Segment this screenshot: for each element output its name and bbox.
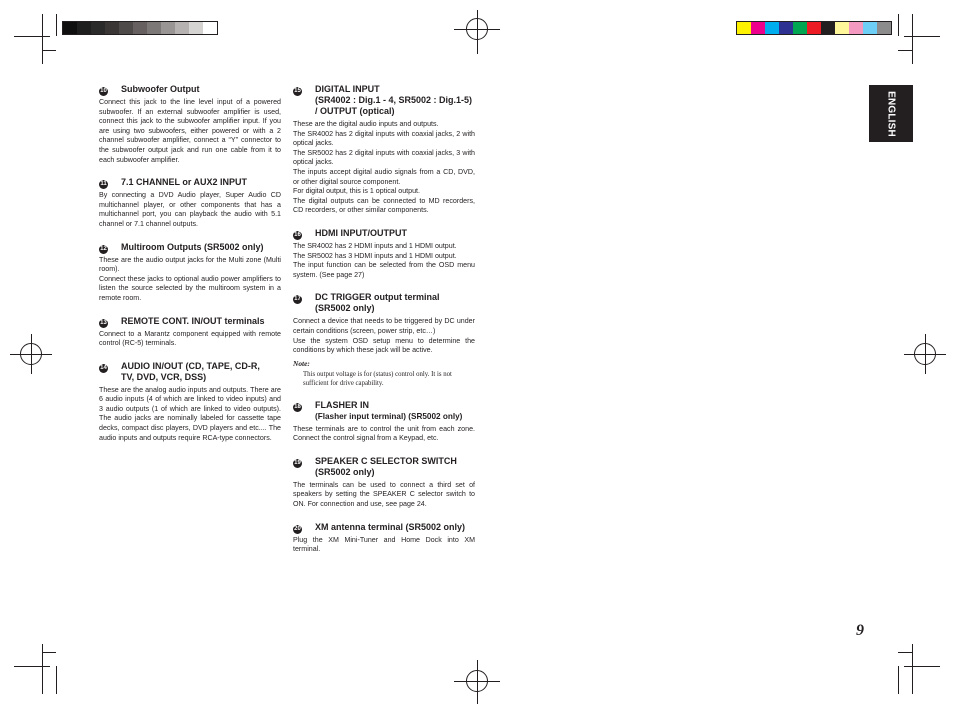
section [293,228,475,280]
section-heading [99,84,281,95]
section-body: Connect this jack to the line level input of a powered subwoofer. If an external subwoofer amplifier is used, connect this jack to the subwoofer amplifier input. If you are using two subwoofers, either powered or with a 2 channel subwoofer amplifier, connect a “Y” connector to the subwoofer output jack and run one cable from it to each subwoofer amplifier. [99,98,281,164]
color-swatch [105,22,119,34]
section-number [293,292,306,303]
section-body: The terminals can be used to connect a third set of speakers by setting the SPEAKER C selector switch to ON. For connection and use, see page 24. [293,480,475,509]
section-number-badge: 16 [294,231,301,238]
color-swatch [793,22,807,34]
section-title: DIGITAL INPUT (SR4002 : Dig.1 - 4, SR5002 : Dig.1-5) / OUTPUT (optical) [315,84,473,116]
color-swatch [91,22,105,34]
section-number-badge: 19 [294,459,301,466]
section-title: XM antenna terminal (SR5002 only) [315,521,466,532]
color-swatch [189,22,203,34]
section-heading [293,456,475,478]
color-swatch [175,22,189,34]
color-swatch [203,22,217,34]
note-text: This output voltage is for (status) control only. It is not sufficient for drive capability. [303,370,452,387]
section-number-badge: 10 [100,88,107,94]
section-title: Multiroom Outputs (SR5002 only) [121,241,264,252]
section-body: These terminals are to control the unit from each zone. Connect the control signal from a Keypad, etc. [293,424,475,443]
section-body: The SR4002 has 2 HDMI inputs and 1 HDMI output. The SR5002 has 3 HDMI inputs and 1 HDMI output. The input function can be selected from the OSD menu system. (See page 27) [293,241,475,279]
section-number [293,522,306,533]
color-swatch [119,22,133,34]
right-column [293,84,475,567]
section-body: Connect a device that needs to be triggered by DC under certain conditions (screen, power strip, etc…) Use the system OSD setup menu to determine the conditions by which these jack will be active. [293,317,475,355]
color-swatch [849,22,863,34]
section-number-badge: 18 [294,403,301,410]
section [99,84,281,165]
section-number [293,84,306,95]
color-swatch [147,22,161,34]
section-number [293,228,306,239]
page-number: 9 [856,622,864,639]
section-title: FLASHER IN [315,399,369,410]
section [293,84,475,216]
color-swatch [765,22,779,34]
note-label: Note: [293,358,310,368]
section [99,316,281,349]
color-swatch [863,22,877,34]
section-title: HDMI INPUT/OUTPUT [315,227,407,238]
section-number-badge: 12 [100,245,107,252]
section-body: Connect to a Marantz component equipped with remote control (RC-5) terminals. [99,329,281,348]
section [99,177,281,229]
color-swatch [779,22,793,34]
section-number-badge: 11 [100,181,107,188]
section-number [293,456,306,467]
section-title: REMOTE CONT. IN/OUT terminals [121,315,265,326]
color-swatch [63,22,77,34]
color-swatch [133,22,147,34]
language-tab [869,85,913,142]
process-color-bar [736,21,892,35]
section-title: DC TRIGGER output terminal (SR5002 only) [315,292,440,314]
section-title: Subwoofer Output [121,84,200,94]
section-title: SPEAKER C SELECTOR SWITCH (SR5002 only) [315,455,457,477]
section-body: By connecting a DVD Audio player, Super Audio CD multichannel player, or other components that has a multichannel port, you can playback the audio with 5.1 channel or 7.1 channel outputs. [99,191,281,228]
section-heading [293,228,475,239]
section [293,292,475,387]
section-heading [99,361,281,383]
section-heading [99,177,281,188]
color-swatch [161,22,175,34]
grayscale-color-bar [62,21,218,35]
section-title: AUDIO IN/OUT (CD, TAPE, CD-R, TV, DVD, VCR, DSS) [121,360,260,382]
section [99,242,281,304]
color-swatch [821,22,835,34]
color-swatch [835,22,849,34]
section-subtitle-row [293,411,475,422]
section-number-badge: 17 [294,296,301,303]
section-body: These are the analog audio inputs and outputs. There are 6 audio inputs (4 of which are linked to video inputs) and 3 audio outputs (1 of which are linked to video outputs). The audio jacks are nominally labeled for cassette tape decks, compact disc players, DVD players and etc.... The audio inputs and outputs require RCA-type connectors. [99,385,281,442]
left-column [99,84,281,455]
section-heading [293,400,475,411]
section-heading [293,522,475,533]
section-number-badge: 15 [294,88,301,94]
section-heading [293,84,475,117]
section [293,522,475,555]
section-body: These are the audio output jacks for the Multi zone (Multi room). Connect these jacks to optional audio power amplifiers to listen the source selected by the multiroom system in a remote room. [99,255,281,302]
section-number-badge: 13 [100,319,107,326]
color-swatch [807,22,821,34]
section-body: These are the digital audio inputs and outputs. The SR4002 has 2 digital inputs with coaxial jacks, 2 with optical jacks. The SR5002 has 2 digital inputs with coaxial jacks, 3 with optical jacks. The inputs accept digital audio signals from a CD, DVD, or other digital source component. For digital output, this is 1 optical output. The digital outputs can be connected to MD recorders, CD recorders, or other similar components. [293,120,475,215]
section-number [99,242,112,253]
section-number [99,177,112,188]
section [293,400,475,444]
section-number [99,361,112,372]
section [293,456,475,510]
section-number-badge: 20 [294,525,301,532]
color-swatch [877,22,891,34]
section-number-badge: 14 [100,364,107,371]
section-body: Plug the XM Mini-Tuner and Home Dock into XM terminal. [293,535,475,554]
section-heading [293,292,475,314]
color-swatch [77,22,91,34]
section [99,361,281,444]
section-heading [99,242,281,253]
section-heading [99,316,281,327]
language-tab-label: ENGLISH [885,90,897,137]
section-number [293,400,306,411]
section-subtitle: (Flasher input terminal) (SR5002 only) [315,411,463,421]
color-swatch [737,22,751,34]
section-title: 7.1 CHANNEL or AUX2 INPUT [121,177,248,188]
section-number [99,84,112,95]
color-swatch [751,22,765,34]
section-number [99,316,112,327]
